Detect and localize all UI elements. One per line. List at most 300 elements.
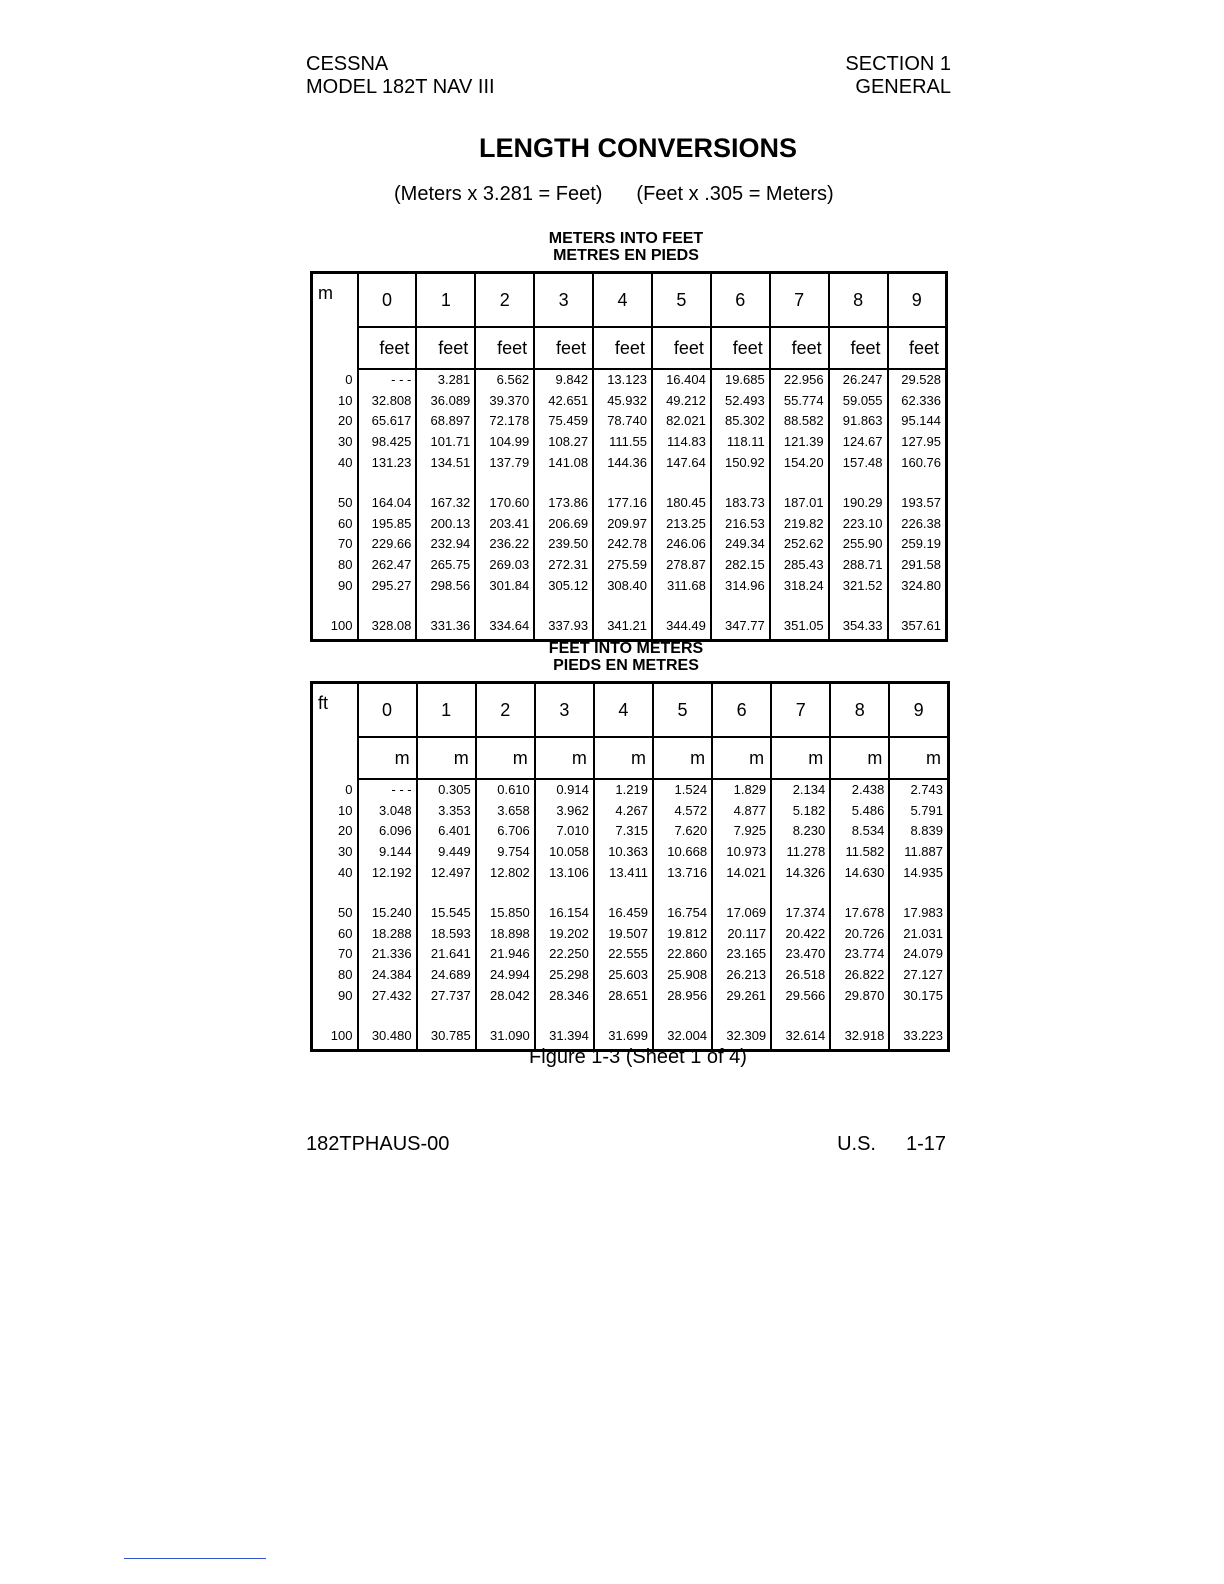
table-cell: 27.737	[417, 985, 476, 1006]
column-header: 4	[593, 273, 652, 328]
table-cell: 12.497	[417, 862, 476, 883]
table-cell: - - -	[358, 779, 417, 801]
table-cell: 269.03	[475, 555, 534, 576]
corner-unit-label: m	[318, 283, 333, 303]
header-left	[306, 53, 495, 99]
table-cell: 127.95	[888, 432, 947, 453]
table-cell: 9.449	[417, 842, 476, 863]
table-cell: 180.45	[652, 493, 711, 514]
table-cell: 9.144	[358, 842, 417, 863]
table-row	[312, 555, 947, 576]
table-cell: 32.614	[771, 1026, 830, 1050]
table-cell: 15.545	[417, 903, 476, 924]
table-cell: 17.069	[712, 903, 771, 924]
unit-label: m	[358, 737, 417, 779]
table-cell: 75.459	[534, 411, 593, 432]
column-header: 6	[711, 273, 770, 328]
table-cell: 10.058	[535, 842, 594, 863]
table-cell: 30.480	[358, 1026, 417, 1050]
table-cell: 200.13	[416, 514, 475, 535]
table-row	[312, 965, 949, 986]
table-row	[312, 985, 949, 1006]
row-label: 90	[338, 987, 353, 1003]
unit-label: feet	[416, 327, 475, 369]
row-label: 40	[338, 864, 353, 880]
table-cell: 4.572	[653, 801, 712, 822]
column-header: 3	[534, 273, 593, 328]
unit-label: feet	[888, 327, 947, 369]
table-cell: 226.38	[888, 514, 947, 535]
caption-french: PIEDS EN METRES	[553, 657, 699, 674]
header-section: SECTION 1	[845, 53, 951, 75]
table-cell: 8.534	[830, 821, 889, 842]
table-cell: 167.32	[416, 493, 475, 514]
table-row	[312, 801, 949, 822]
table-cell: 223.10	[829, 514, 888, 535]
table-cell: 17.983	[889, 903, 948, 924]
table-cell: 232.94	[416, 534, 475, 555]
unit-label: feet	[711, 327, 770, 369]
table-cell: 25.908	[653, 965, 712, 986]
table-cell: 246.06	[652, 534, 711, 555]
table-cell: 177.16	[593, 493, 652, 514]
table-cell: 6.706	[476, 821, 535, 842]
footer-link-underline	[124, 1558, 266, 1559]
table-cell: 10.668	[653, 842, 712, 863]
table-cell: 26.518	[771, 965, 830, 986]
unit-label: m	[535, 737, 594, 779]
table-cell: 108.27	[534, 432, 593, 453]
column-header: 1	[417, 683, 476, 738]
unit-label: m	[712, 737, 771, 779]
table-cell: 32.918	[830, 1026, 889, 1050]
table-cell: 1.524	[653, 779, 712, 801]
table-cell: 39.370	[475, 391, 534, 412]
table-cell: 18.593	[417, 924, 476, 945]
table-cell: 14.935	[889, 862, 948, 883]
table-cell: 104.99	[475, 432, 534, 453]
table-cell: 22.555	[594, 944, 653, 965]
table-cell: 272.31	[534, 555, 593, 576]
table-cell: 20.117	[712, 924, 771, 945]
row-label: 70	[338, 946, 353, 962]
row-group-spacer	[312, 596, 947, 616]
unit-label: m	[830, 737, 889, 779]
table-cell: 6.096	[358, 821, 417, 842]
table-cell: 17.374	[771, 903, 830, 924]
column-header: 0	[358, 273, 417, 328]
table-cell: 1.829	[712, 779, 771, 801]
row-label: 10	[338, 802, 353, 818]
table-cell: 249.34	[711, 534, 770, 555]
column-header: 3	[535, 683, 594, 738]
table-cell: 2.743	[889, 779, 948, 801]
table-cell: 13.123	[593, 369, 652, 391]
table-cell: 9.842	[534, 369, 593, 391]
table-cell: 157.48	[829, 452, 888, 473]
column-header: 5	[652, 273, 711, 328]
footer-doc-id: 182TPHAUS-00	[306, 1133, 450, 1155]
table-row	[312, 616, 947, 640]
table-cell: 12.192	[358, 862, 417, 883]
column-header-row	[312, 683, 949, 738]
table-cell: 7.315	[594, 821, 653, 842]
table-cell: 14.630	[830, 862, 889, 883]
table-cell: 32.808	[358, 391, 417, 412]
table-cell: 19.507	[594, 924, 653, 945]
table-cell: 275.59	[593, 555, 652, 576]
table-cell: 88.582	[770, 411, 829, 432]
table-row	[312, 391, 947, 412]
column-header: 0	[358, 683, 417, 738]
unit-label: m	[594, 737, 653, 779]
footer-page-info	[780, 1133, 946, 1156]
table-cell: 15.850	[476, 903, 535, 924]
table-cell: 31.394	[535, 1026, 594, 1050]
table-cell: 131.23	[358, 452, 417, 473]
table-cell: 357.61	[888, 616, 947, 640]
row-group-spacer	[312, 883, 949, 903]
table-cell: 7.620	[653, 821, 712, 842]
row-label: 20	[338, 413, 353, 429]
table-cell: 7.925	[712, 821, 771, 842]
table-cell: 16.154	[535, 903, 594, 924]
table-cell: 30.175	[889, 985, 948, 1006]
unit-row	[312, 327, 947, 369]
column-header: 7	[771, 683, 830, 738]
table-cell: 301.84	[475, 575, 534, 596]
table-cell: 164.04	[358, 493, 417, 514]
row-label: 0	[345, 371, 353, 387]
header-model: MODEL 182T NAV III	[306, 76, 495, 98]
table-cell: 19.685	[711, 369, 770, 391]
table-cell: 82.021	[652, 411, 711, 432]
table-cell: 183.73	[711, 493, 770, 514]
table-cell: 173.86	[534, 493, 593, 514]
row-label: 30	[338, 434, 353, 450]
table-caption-meters-into-feet	[306, 230, 946, 264]
table-cell: 137.79	[475, 452, 534, 473]
table-cell: 5.791	[889, 801, 948, 822]
table-cell: 3.353	[417, 801, 476, 822]
table-cell: 20.422	[771, 924, 830, 945]
table-cell: 28.042	[476, 985, 535, 1006]
table-cell: 18.288	[358, 924, 417, 945]
row-label: 30	[338, 844, 353, 860]
table-cell: 26.822	[830, 965, 889, 986]
column-header-row	[312, 273, 947, 328]
row-label: 60	[338, 515, 353, 531]
row-label: 20	[338, 823, 353, 839]
table-row	[312, 903, 949, 924]
header-right	[800, 53, 951, 99]
table-cell: 3.658	[476, 801, 535, 822]
table-cell: 5.182	[771, 801, 830, 822]
table-cell: 255.90	[829, 534, 888, 555]
table-cell: 29.566	[771, 985, 830, 1006]
table-cell: 22.860	[653, 944, 712, 965]
table-cell: 28.651	[594, 985, 653, 1006]
unit-label: feet	[652, 327, 711, 369]
formula-feet-to-meters: (Feet x .305 = Meters)	[636, 183, 834, 205]
row-label: 50	[338, 905, 353, 921]
table-cell: 2.438	[830, 779, 889, 801]
table-row	[312, 862, 949, 883]
table-cell: 45.932	[593, 391, 652, 412]
table-cell: 42.651	[534, 391, 593, 412]
table-cell: 278.87	[652, 555, 711, 576]
table-cell: 25.298	[535, 965, 594, 986]
table-cell: 285.43	[770, 555, 829, 576]
table-row	[312, 452, 947, 473]
caption-english: METERS INTO FEET	[548, 230, 704, 247]
table-cell: 12.802	[476, 862, 535, 883]
table-cell: 23.470	[771, 944, 830, 965]
table-cell: 29.261	[712, 985, 771, 1006]
table-cell: 22.956	[770, 369, 829, 391]
unit-label: feet	[770, 327, 829, 369]
table-cell: 27.432	[358, 985, 417, 1006]
table-cell: 30.785	[417, 1026, 476, 1050]
table-cell: 28.956	[653, 985, 712, 1006]
column-header: 9	[888, 273, 947, 328]
table-cell: 15.240	[358, 903, 417, 924]
table-cell: 24.079	[889, 944, 948, 965]
unit-label: feet	[593, 327, 652, 369]
table-cell: 4.267	[594, 801, 653, 822]
table-cell: 28.346	[535, 985, 594, 1006]
table-cell: 150.92	[711, 452, 770, 473]
table-row	[312, 411, 947, 432]
table-row	[312, 534, 947, 555]
row-label: 80	[338, 557, 353, 573]
table-cell: 14.326	[771, 862, 830, 883]
table-cell: 68.897	[416, 411, 475, 432]
footer-region: U.S.	[837, 1133, 876, 1155]
table-row	[312, 944, 949, 965]
table-cell: 33.223	[889, 1026, 948, 1050]
column-header: 6	[712, 683, 771, 738]
table-cell: 16.404	[652, 369, 711, 391]
table-cell: 311.68	[652, 575, 711, 596]
table-row	[312, 575, 947, 596]
table-cell: 203.41	[475, 514, 534, 535]
table-cell: 2.134	[771, 779, 830, 801]
table-cell: 19.202	[535, 924, 594, 945]
unit-label: feet	[358, 327, 417, 369]
column-header: 4	[594, 683, 653, 738]
footer-page-number: 1-17	[905, 1133, 946, 1155]
table-row	[312, 842, 949, 863]
column-header: 9	[889, 683, 948, 738]
table-cell: 1.219	[594, 779, 653, 801]
table-cell: 288.71	[829, 555, 888, 576]
table-row	[312, 432, 947, 453]
table-cell: 262.47	[358, 555, 417, 576]
table-cell: 344.49	[652, 616, 711, 640]
table-cell: 11.887	[889, 842, 948, 863]
table-cell: 351.05	[770, 616, 829, 640]
table-cell: 3.048	[358, 801, 417, 822]
table-cell: 305.12	[534, 575, 593, 596]
unit-label: m	[889, 737, 948, 779]
table-cell: 282.15	[711, 555, 770, 576]
table-cell: 21.946	[476, 944, 535, 965]
column-header: 2	[475, 273, 534, 328]
table-cell: 32.004	[653, 1026, 712, 1050]
table-cell: 49.212	[652, 391, 711, 412]
table-cell: 337.93	[534, 616, 593, 640]
header-manufacturer: CESSNA	[306, 53, 389, 75]
unit-row	[312, 737, 949, 779]
table-cell: 32.309	[712, 1026, 771, 1050]
table-cell: 242.78	[593, 534, 652, 555]
table-cell: 321.52	[829, 575, 888, 596]
header-section-name: GENERAL	[855, 76, 951, 98]
table-cell: 9.754	[476, 842, 535, 863]
column-header: 8	[829, 273, 888, 328]
table-cell: 14.021	[712, 862, 771, 883]
table-cell: 91.863	[829, 411, 888, 432]
table-cell: 24.384	[358, 965, 417, 986]
table-cell: 0.305	[417, 779, 476, 801]
table-cell: 65.617	[358, 411, 417, 432]
table-cell: 219.82	[770, 514, 829, 535]
conversion-formula	[394, 183, 834, 206]
table-cell: 308.40	[593, 575, 652, 596]
table-cell: 85.302	[711, 411, 770, 432]
table-cell: 354.33	[829, 616, 888, 640]
caption-english: FEET INTO METERS	[548, 640, 704, 657]
row-group-spacer	[312, 1006, 949, 1026]
table-cell: 13.106	[535, 862, 594, 883]
unit-label: m	[476, 737, 535, 779]
unit-label: feet	[534, 327, 593, 369]
unit-label: m	[417, 737, 476, 779]
table-cell: 78.740	[593, 411, 652, 432]
table-cell: 16.459	[594, 903, 653, 924]
table-cell: 236.22	[475, 534, 534, 555]
table-cell: 334.64	[475, 616, 534, 640]
table-cell: 19.812	[653, 924, 712, 945]
table-cell: 11.278	[771, 842, 830, 863]
table-cell: 318.24	[770, 575, 829, 596]
table-cell: 25.603	[594, 965, 653, 986]
table-cell: 26.247	[829, 369, 888, 391]
row-label: 50	[338, 495, 353, 511]
table-row	[312, 493, 947, 514]
table-cell: 16.754	[653, 903, 712, 924]
table-cell: 147.64	[652, 452, 711, 473]
row-group-spacer	[312, 473, 947, 493]
unit-label: m	[771, 737, 830, 779]
table-cell: 18.898	[476, 924, 535, 945]
table-cell: 265.75	[416, 555, 475, 576]
table-cell: 21.336	[358, 944, 417, 965]
table-cell: 8.230	[771, 821, 830, 842]
table-cell: 295.27	[358, 575, 417, 596]
table-cell: 24.689	[417, 965, 476, 986]
table-cell: 10.973	[712, 842, 771, 863]
table-cell: 298.56	[416, 575, 475, 596]
unit-label: feet	[475, 327, 534, 369]
table-cell: 95.144	[888, 411, 947, 432]
table-cell: 22.250	[535, 944, 594, 965]
table-cell: 144.36	[593, 452, 652, 473]
feet-into-meters-table	[310, 681, 950, 1052]
table-cell: 20.726	[830, 924, 889, 945]
table-cell: 23.774	[830, 944, 889, 965]
table-cell: 187.01	[770, 493, 829, 514]
table-cell: 111.55	[593, 432, 652, 453]
table-cell: 190.29	[829, 493, 888, 514]
table-caption-feet-into-meters	[306, 640, 946, 674]
table-cell: 21.031	[889, 924, 948, 945]
table-cell: 3.281	[416, 369, 475, 391]
table-cell: 6.401	[417, 821, 476, 842]
column-header: 2	[476, 683, 535, 738]
column-header: 1	[416, 273, 475, 328]
table-cell: 216.53	[711, 514, 770, 535]
table-cell: 5.486	[830, 801, 889, 822]
table-row	[312, 514, 947, 535]
column-header: 8	[830, 683, 889, 738]
unit-label: m	[653, 737, 712, 779]
row-label: 90	[338, 577, 353, 593]
table-cell: 29.870	[830, 985, 889, 1006]
table-cell: 239.50	[534, 534, 593, 555]
table-cell: 193.57	[888, 493, 947, 514]
table-cell: 10.363	[594, 842, 653, 863]
table-cell: 29.528	[888, 369, 947, 391]
table-cell: 59.055	[829, 391, 888, 412]
table-cell: 52.493	[711, 391, 770, 412]
table-cell: 160.76	[888, 452, 947, 473]
table-cell: 209.97	[593, 514, 652, 535]
table-cell: 8.839	[889, 821, 948, 842]
table-cell: 347.77	[711, 616, 770, 640]
table-cell: 62.336	[888, 391, 947, 412]
table-cell: 141.08	[534, 452, 593, 473]
table-cell: 21.641	[417, 944, 476, 965]
unit-row-spacer	[312, 327, 358, 369]
unit-label: feet	[829, 327, 888, 369]
table-cell: 324.80	[888, 575, 947, 596]
column-header: 5	[653, 683, 712, 738]
table-cell: 121.39	[770, 432, 829, 453]
table-cell: 259.19	[888, 534, 947, 555]
table-cell: 114.83	[652, 432, 711, 453]
table-cell: 118.11	[711, 432, 770, 453]
column-header: 7	[770, 273, 829, 328]
row-label: 0	[345, 781, 353, 797]
table-cell: 26.213	[712, 965, 771, 986]
table-cell: 101.71	[416, 432, 475, 453]
figure-caption: Figure 1-3 (Sheet 1 of 4)	[529, 1046, 747, 1068]
table-cell: 36.089	[416, 391, 475, 412]
table-row	[312, 821, 949, 842]
table-cell: 331.36	[416, 616, 475, 640]
table-cell: 314.96	[711, 575, 770, 596]
row-label: 60	[338, 925, 353, 941]
table-cell: 328.08	[358, 616, 417, 640]
table-row	[312, 369, 947, 391]
meters-into-feet-table	[310, 271, 948, 642]
table-row	[312, 779, 949, 801]
table-cell: 0.914	[535, 779, 594, 801]
table-cell: 213.25	[652, 514, 711, 535]
table-cell: 4.877	[712, 801, 771, 822]
